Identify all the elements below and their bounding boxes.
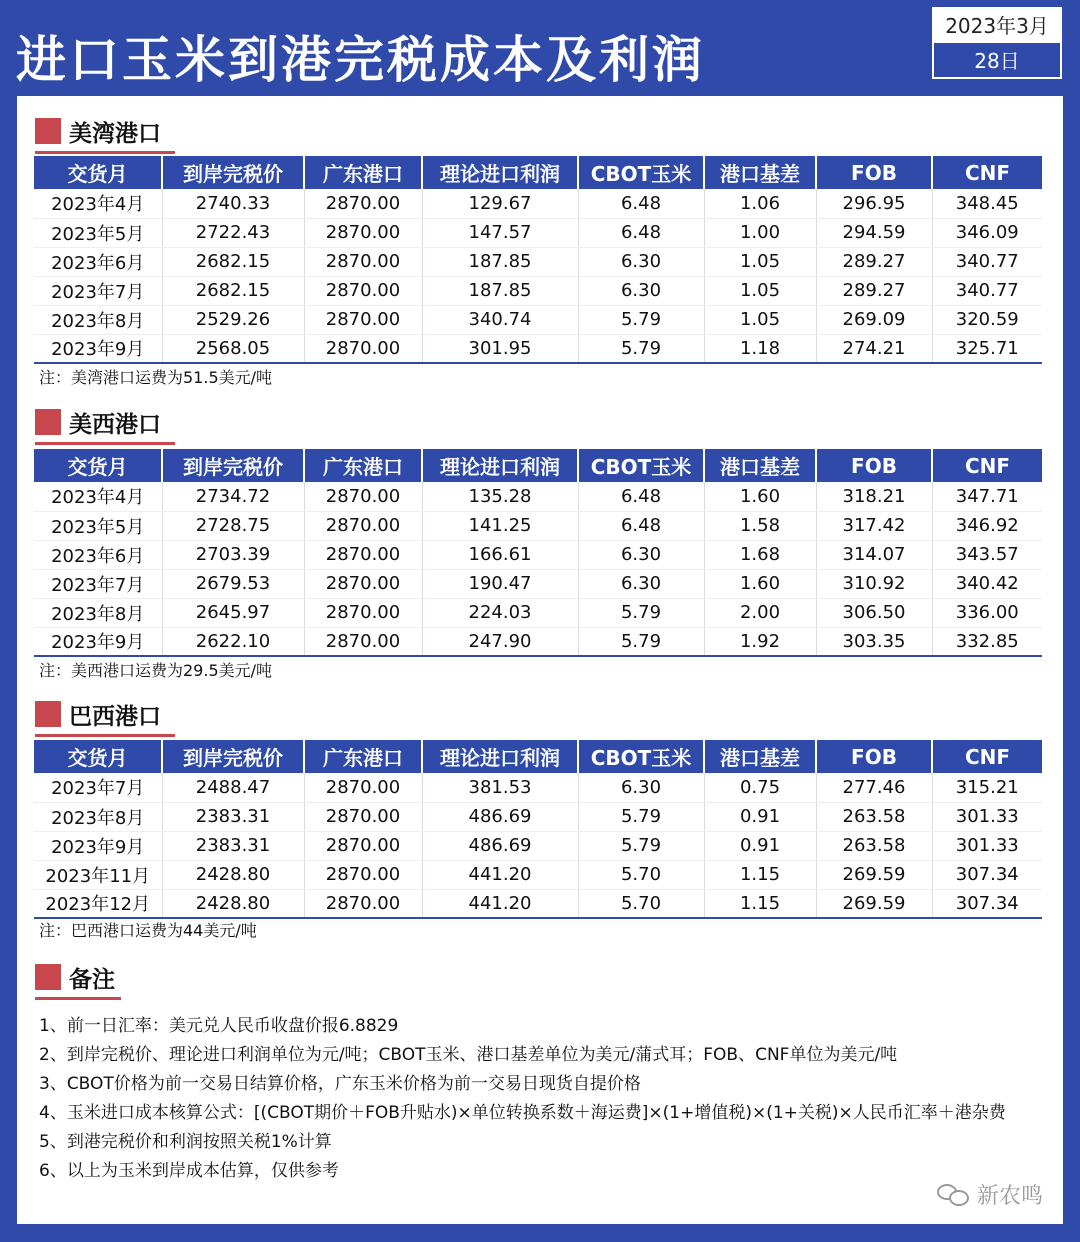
column-header: 交货月: [34, 156, 162, 189]
table-cell: 2488.47: [162, 773, 304, 802]
table-cell: 190.47: [422, 569, 578, 598]
table-cell: 343.57: [932, 540, 1042, 569]
table-cell: 6.30: [578, 773, 704, 802]
table-cell: 486.69: [422, 802, 578, 831]
column-header: 交货月: [34, 449, 162, 482]
table-cell: 277.46: [816, 773, 932, 802]
table-cell: 346.92: [932, 511, 1042, 540]
table-row: [34, 334, 1042, 363]
table-row: [34, 860, 1042, 889]
table-cell: 129.67: [422, 189, 578, 218]
column-header: FOB: [816, 156, 932, 189]
remark-line: 1、前一日汇率：美元兑人民币收盘价报6.8829: [39, 1016, 399, 1036]
table-cell: 224.03: [422, 598, 578, 627]
column-header: CBOT玉米: [578, 449, 704, 482]
table-cell: 317.42: [816, 511, 932, 540]
column-header: 港口基差: [704, 740, 816, 773]
column-header: CBOT玉米: [578, 156, 704, 189]
table-cell: 166.61: [422, 540, 578, 569]
table-row: [34, 569, 1042, 598]
table-cell: 301.95: [422, 334, 578, 363]
table-cell: 1.92: [704, 627, 816, 656]
table-cell: 289.27: [816, 276, 932, 305]
table-cell: 1.00: [704, 218, 816, 247]
section-marker-icon: [35, 409, 61, 435]
table-cell: 2023年8月: [34, 802, 162, 831]
table-cell: 2679.53: [162, 569, 304, 598]
section-title: 巴西港口: [69, 703, 161, 730]
table-row: [34, 540, 1042, 569]
table-cell: 5.79: [578, 598, 704, 627]
table-cell: 2870.00: [304, 218, 422, 247]
table-cell: 2023年8月: [34, 598, 162, 627]
column-header: 广东港口: [304, 740, 422, 773]
table-cell: 296.95: [816, 189, 932, 218]
table-cell: 2703.39: [162, 540, 304, 569]
table-cell: 1.68: [704, 540, 816, 569]
column-header: CBOT玉米: [578, 740, 704, 773]
freight-note: 注：美西港口运费为29.5美元/吨: [39, 661, 273, 680]
column-header: FOB: [816, 449, 932, 482]
table-cell: 2023年7月: [34, 569, 162, 598]
table-cell: 340.77: [932, 276, 1042, 305]
table-cell: 141.25: [422, 511, 578, 540]
table-cell: 5.79: [578, 831, 704, 860]
table-cell: 269.09: [816, 305, 932, 334]
table-cell: 2568.05: [162, 334, 304, 363]
remark-line: 4、玉米进口成本核算公式：[(CBOT期价＋FOB升贴水)×单位转换系数＋海运费]×(1+增值税)×(1+关税)×人民币汇率＋港杂费: [39, 1103, 1006, 1123]
table-cell: 263.58: [816, 831, 932, 860]
table-row: [34, 189, 1042, 218]
table-cell: 2023年7月: [34, 773, 162, 802]
table-cell: 2740.33: [162, 189, 304, 218]
table-cell: 2383.31: [162, 831, 304, 860]
date-day: 28日: [974, 49, 1020, 73]
table-cell: 1.06: [704, 189, 816, 218]
table-cell: 2870.00: [304, 540, 422, 569]
section-marker-icon: [35, 701, 61, 727]
table-cell: 1.60: [704, 482, 816, 511]
table-row: [34, 773, 1042, 802]
wechat-icon: [937, 1182, 971, 1208]
table-row: [34, 598, 1042, 627]
freight-note: 注：巴西港口运费为44美元/吨: [39, 921, 257, 940]
remarks-list: [39, 1012, 1039, 1186]
table-cell: 6.30: [578, 540, 704, 569]
table-cell: 332.85: [932, 627, 1042, 656]
table-cell: 6.48: [578, 189, 704, 218]
table-cell: 0.75: [704, 773, 816, 802]
column-header: CNF: [932, 740, 1042, 773]
table-cell: 289.27: [816, 247, 932, 276]
table-cell: 2023年5月: [34, 218, 162, 247]
section-title: 备注: [69, 966, 115, 993]
table-cell: 1.58: [704, 511, 816, 540]
table-cell: 307.34: [932, 860, 1042, 889]
table-cell: 2383.31: [162, 802, 304, 831]
table-cell: 310.92: [816, 569, 932, 598]
table-row: [34, 305, 1042, 334]
table-cell: 147.57: [422, 218, 578, 247]
table-cell: 2023年4月: [34, 189, 162, 218]
table-cell: 2870.00: [304, 889, 422, 918]
remark-line: 5、到港完税价和利润按照关税1%计算: [39, 1132, 332, 1152]
remark-line: 3、CBOT价格为前一交易日结算价格，广东玉米价格为前一交易日现货自提价格: [39, 1074, 641, 1094]
table-cell: 2870.00: [304, 276, 422, 305]
table-cell: 294.59: [816, 218, 932, 247]
table-cell: 301.33: [932, 802, 1042, 831]
table-cell: 2023年11月: [34, 860, 162, 889]
column-header: 到岸完税价: [162, 156, 304, 189]
table-cell: 5.79: [578, 627, 704, 656]
table-cell: 2023年4月: [34, 482, 162, 511]
table-cell: 2622.10: [162, 627, 304, 656]
table-cell: 301.33: [932, 831, 1042, 860]
table-cell: 269.59: [816, 860, 932, 889]
table-cell: 2870.00: [304, 860, 422, 889]
column-header: 到岸完税价: [162, 449, 304, 482]
table-cell: 0.91: [704, 802, 816, 831]
table-cell: 2023年9月: [34, 334, 162, 363]
table-cell: 247.90: [422, 627, 578, 656]
table-cell: 315.21: [932, 773, 1042, 802]
table-cell: 320.59: [932, 305, 1042, 334]
table-cell: 5.79: [578, 802, 704, 831]
page-title: 进口玉米到港完税成本及利润: [16, 31, 705, 89]
table-cell: 303.35: [816, 627, 932, 656]
table-cell: 2682.15: [162, 276, 304, 305]
table-row: [34, 831, 1042, 860]
table-cell: 2870.00: [304, 511, 422, 540]
table-cell: 135.28: [422, 482, 578, 511]
table-header-row: [34, 740, 1042, 773]
table-cell: 274.21: [816, 334, 932, 363]
table-cell: 325.71: [932, 334, 1042, 363]
table-cell: 187.85: [422, 276, 578, 305]
table-cell: 2870.00: [304, 627, 422, 656]
table-cell: 2870.00: [304, 334, 422, 363]
table-cell: 1.05: [704, 305, 816, 334]
column-header: 理论进口利润: [422, 740, 578, 773]
column-header: 广东港口: [304, 156, 422, 189]
watermark-text: 新农鸣: [976, 1184, 1043, 1209]
table-cell: 2023年9月: [34, 627, 162, 656]
table-header-row: [34, 156, 1042, 189]
column-header: CNF: [932, 449, 1042, 482]
table-cell: 1.05: [704, 247, 816, 276]
table-cell: 5.79: [578, 334, 704, 363]
section-header-brazil: [35, 696, 161, 732]
table-cell: 2870.00: [304, 569, 422, 598]
table-us-west: [34, 449, 1042, 657]
table-cell: 2023年7月: [34, 276, 162, 305]
table-cell: 269.59: [816, 889, 932, 918]
table-cell: 2870.00: [304, 802, 422, 831]
table-row: [34, 627, 1042, 656]
table-cell: 1.15: [704, 860, 816, 889]
table-cell: 2.00: [704, 598, 816, 627]
table-cell: 441.20: [422, 860, 578, 889]
table-cell: 486.69: [422, 831, 578, 860]
table-row: [34, 276, 1042, 305]
table-row: [34, 218, 1042, 247]
table-cell: 2870.00: [304, 189, 422, 218]
table-cell: 5.70: [578, 889, 704, 918]
table-cell: 6.30: [578, 276, 704, 305]
table-cell: 1.05: [704, 276, 816, 305]
table-row: [34, 247, 1042, 276]
section-header-us-west: [35, 404, 161, 440]
table-cell: 5.70: [578, 860, 704, 889]
table-cell: 187.85: [422, 247, 578, 276]
table-cell: 2870.00: [304, 831, 422, 860]
table-cell: 2428.80: [162, 860, 304, 889]
table-cell: 306.50: [816, 598, 932, 627]
table-cell: 2023年9月: [34, 831, 162, 860]
section-title: 美湾港口: [69, 120, 161, 147]
section-header-us-gulf: [35, 113, 161, 149]
column-header: 交货月: [34, 740, 162, 773]
watermark: [937, 1179, 1043, 1210]
table-cell: 314.07: [816, 540, 932, 569]
section-marker-icon: [35, 964, 61, 990]
table-us-gulf: [34, 156, 1042, 364]
table-cell: 340.74: [422, 305, 578, 334]
table-cell: 1.18: [704, 334, 816, 363]
table-cell: 2023年5月: [34, 511, 162, 540]
content-panel: [17, 96, 1063, 1224]
table-cell: 1.60: [704, 569, 816, 598]
column-header: 广东港口: [304, 449, 422, 482]
table-cell: 2023年6月: [34, 540, 162, 569]
table-cell: 2023年8月: [34, 305, 162, 334]
table-cell: 2870.00: [304, 305, 422, 334]
table-row: [34, 511, 1042, 540]
table-cell: 6.30: [578, 247, 704, 276]
table-cell: 2728.75: [162, 511, 304, 540]
table-cell: 2734.72: [162, 482, 304, 511]
table-cell: 6.30: [578, 569, 704, 598]
table-cell: 2870.00: [304, 482, 422, 511]
table-cell: 2023年6月: [34, 247, 162, 276]
table-row: [34, 889, 1042, 918]
table-cell: 340.42: [932, 569, 1042, 598]
table-cell: 6.48: [578, 511, 704, 540]
remark-line: 2、到岸完税价、理论进口利润单位为元/吨；CBOT玉米、港口基差单位为美元/蒲式耳；FOB、CNF单位为美元/吨: [39, 1045, 898, 1065]
table-cell: 2645.97: [162, 598, 304, 627]
table-cell: 0.91: [704, 831, 816, 860]
section-header-remarks: [35, 959, 115, 995]
table-cell: 2870.00: [304, 247, 422, 276]
table-brazil: [34, 740, 1042, 919]
table-cell: 336.00: [932, 598, 1042, 627]
section-title: 美西港口: [69, 411, 161, 438]
freight-note: 注：美湾港口运费为51.5美元/吨: [39, 368, 273, 387]
column-header: 理论进口利润: [422, 156, 578, 189]
table-cell: 346.09: [932, 218, 1042, 247]
table-cell: 2529.26: [162, 305, 304, 334]
table-cell: 340.77: [932, 247, 1042, 276]
table-cell: 2722.43: [162, 218, 304, 247]
section-marker-icon: [35, 118, 61, 144]
table-cell: 263.58: [816, 802, 932, 831]
table-cell: 2870.00: [304, 773, 422, 802]
date-month: 2023年3月: [934, 9, 1060, 43]
remark-line: 6、以上为玉米到岸成本估算，仅供参考: [39, 1161, 339, 1181]
table-cell: 318.21: [816, 482, 932, 511]
table-cell: 2682.15: [162, 247, 304, 276]
table-cell: 2428.80: [162, 889, 304, 918]
table-row: [34, 482, 1042, 511]
date-box: [932, 7, 1062, 79]
table-cell: 348.45: [932, 189, 1042, 218]
table-cell: 2870.00: [304, 598, 422, 627]
column-header: CNF: [932, 156, 1042, 189]
table-cell: 307.34: [932, 889, 1042, 918]
table-cell: 6.48: [578, 218, 704, 247]
table-header-row: [34, 449, 1042, 482]
column-header: 到岸完税价: [162, 740, 304, 773]
table-cell: 2023年12月: [34, 889, 162, 918]
table-row: [34, 802, 1042, 831]
table-cell: 5.79: [578, 305, 704, 334]
table-cell: 347.71: [932, 482, 1042, 511]
table-cell: 441.20: [422, 889, 578, 918]
column-header: 港口基差: [704, 156, 816, 189]
table-cell: 1.15: [704, 889, 816, 918]
column-header: 理论进口利润: [422, 449, 578, 482]
table-cell: 6.48: [578, 482, 704, 511]
column-header: FOB: [816, 740, 932, 773]
table-cell: 381.53: [422, 773, 578, 802]
column-header: 港口基差: [704, 449, 816, 482]
